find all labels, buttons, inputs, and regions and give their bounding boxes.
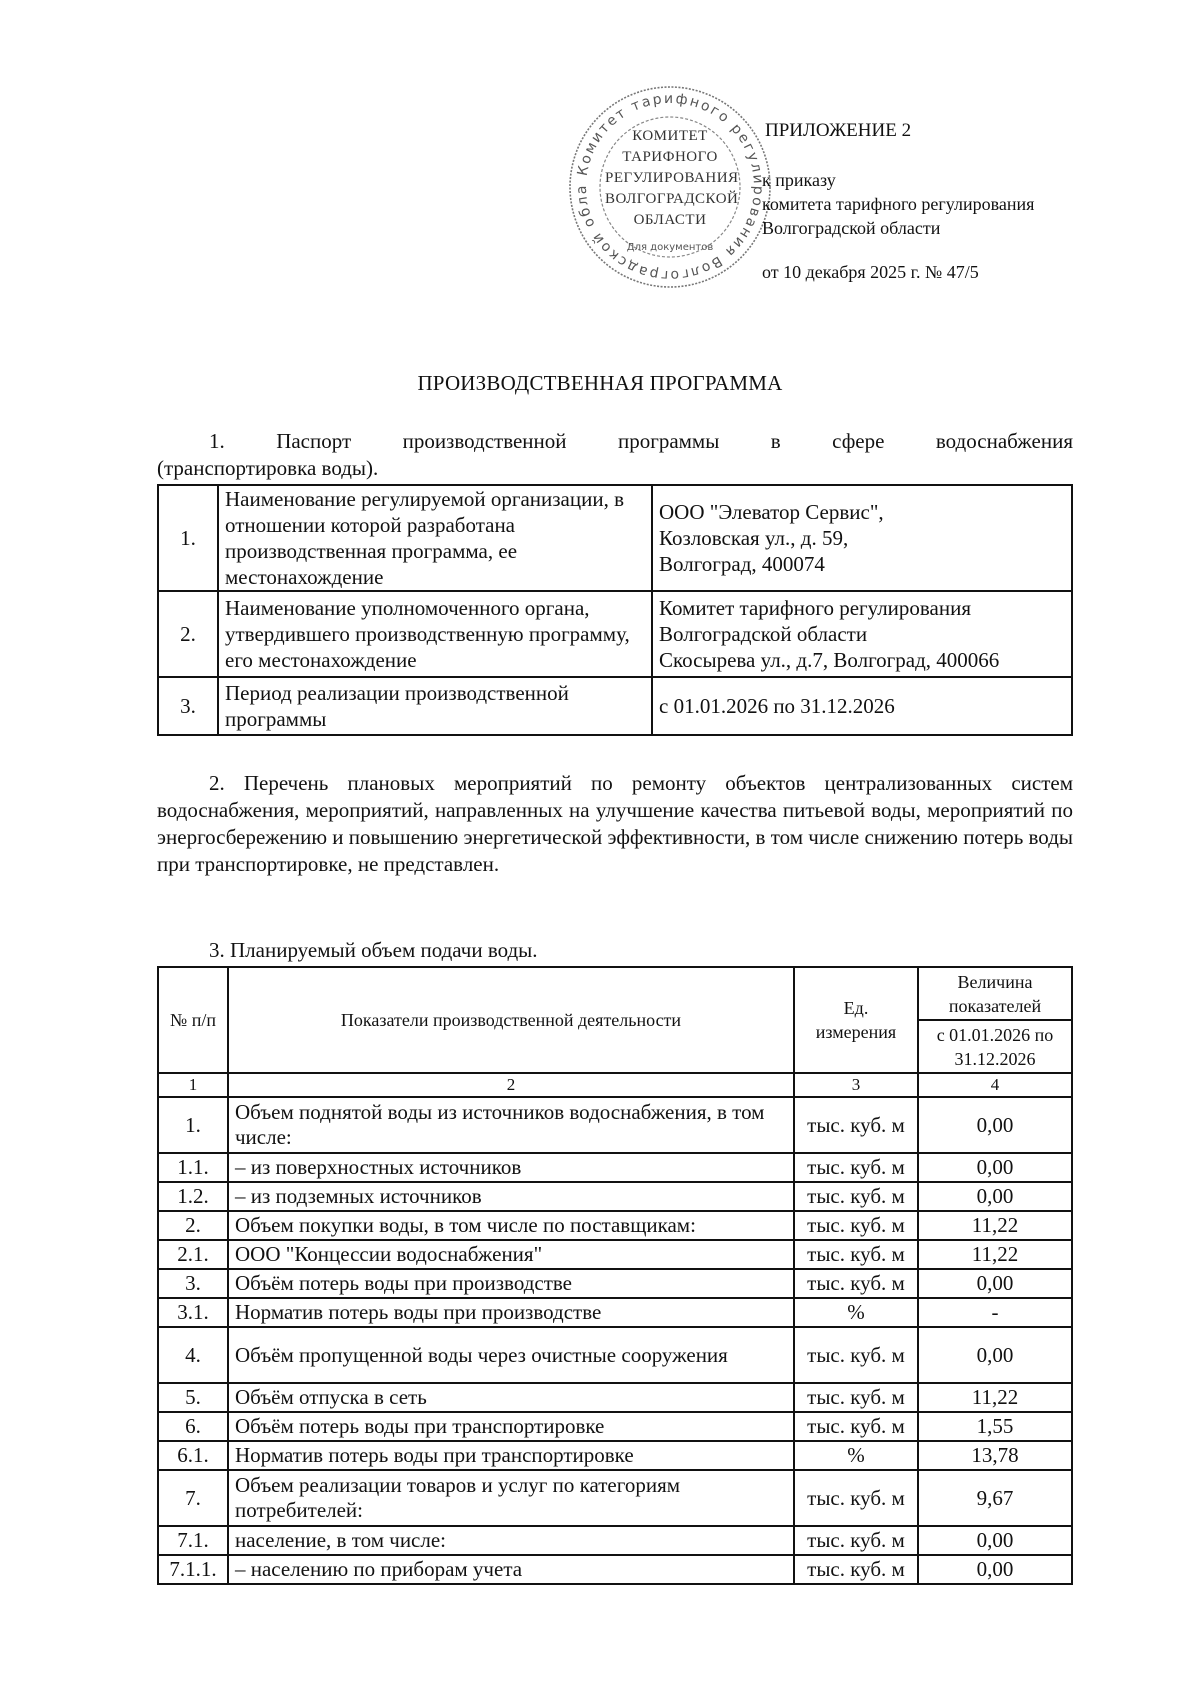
row-unit: тыс. куб. м — [794, 1526, 918, 1555]
table-row — [158, 1470, 1072, 1526]
row-unit: тыс. куб. м — [794, 1182, 918, 1211]
table-row — [158, 1298, 1072, 1327]
table-row — [158, 1211, 1072, 1240]
row-name: Наименование уполномоченного органа, утвердившего производственную программу, его местонахождение — [218, 591, 652, 677]
official-stamp — [565, 82, 775, 292]
row-unit: тыс. куб. м — [794, 1211, 918, 1240]
table-row — [158, 677, 1072, 735]
row-number: 2. — [158, 1211, 228, 1240]
header-value-top: Величина показателей — [918, 967, 1072, 1020]
row-number: 2. — [158, 591, 218, 677]
stamp-line: ТАРИФНОГО — [622, 149, 718, 165]
order-reference — [762, 168, 1034, 240]
row-unit: % — [794, 1298, 918, 1327]
row-value: 1,55 — [918, 1412, 1072, 1441]
header-num: № п/п — [158, 967, 228, 1073]
stamp-inner-text — [605, 126, 739, 231]
row-value: 11,22 — [918, 1383, 1072, 1412]
order-date: от 10 декабря 2025 г. № 47/5 — [762, 262, 979, 282]
row-value: 9,67 — [918, 1470, 1072, 1526]
value-line: Козловская ул., д. 59, — [659, 526, 849, 550]
row-value: 13,78 — [918, 1441, 1072, 1470]
row-number: 3. — [158, 677, 218, 735]
table-row — [158, 1153, 1072, 1182]
row-value — [652, 591, 1072, 677]
row-value: - — [918, 1298, 1072, 1327]
row-unit: тыс. куб. м — [794, 1269, 918, 1298]
value-line: ООО "Элеватор Сервис", — [659, 500, 884, 524]
index-cell: 3 — [794, 1073, 918, 1097]
row-unit: тыс. куб. м — [794, 1555, 918, 1584]
row-number: 7.1.1. — [158, 1555, 228, 1584]
row-unit: тыс. куб. м — [794, 1383, 918, 1412]
row-value: 0,00 — [918, 1097, 1072, 1153]
row-indicator: Объём пропущенной воды через очистные сооружения — [228, 1327, 794, 1383]
value-line: с 01.01.2026 по 31.12.2026 — [659, 694, 895, 718]
table-row — [158, 1327, 1072, 1383]
row-indicator: Норматив потерь воды при транспортировке — [228, 1441, 794, 1470]
svg-text:Для документов: Для документов — [626, 242, 714, 253]
table-row — [158, 1412, 1072, 1441]
row-indicator: население, в том числе: — [228, 1526, 794, 1555]
row-indicator: – из поверхностных источников — [228, 1153, 794, 1182]
table-row — [158, 485, 1072, 591]
header-indicator: Показатели производственной деятельности — [228, 967, 794, 1073]
order-line: Волгоградской области — [762, 218, 941, 238]
row-indicator: Объем поднятой воды из источников водоснабжения, в том числе: — [228, 1097, 794, 1153]
table-body — [158, 1097, 1072, 1584]
index-cell: 1 — [158, 1073, 228, 1097]
row-name: Наименование регулируемой организации, в отношении которой разработана производственная программа, ее местонахождение — [218, 485, 652, 591]
header-unit-text: Ед. измерения — [815, 998, 897, 1042]
row-number: 7. — [158, 1470, 228, 1526]
row-number: 2.1. — [158, 1240, 228, 1269]
row-value — [652, 485, 1072, 591]
row-value: 0,00 — [918, 1327, 1072, 1383]
row-value: 0,00 — [918, 1269, 1072, 1298]
index-cell: 2 — [228, 1073, 794, 1097]
row-indicator: Объём потерь воды при производстве — [228, 1269, 794, 1298]
row-indicator: Объём потерь воды при транспортировке — [228, 1412, 794, 1441]
value-line: Скосырева ул., д.7, Волгоград, 400066 — [659, 648, 1000, 672]
row-unit: тыс. куб. м — [794, 1153, 918, 1182]
row-value: 0,00 — [918, 1526, 1072, 1555]
row-number: 1.1. — [158, 1153, 228, 1182]
header-unit — [794, 967, 918, 1073]
row-number: 5. — [158, 1383, 228, 1412]
table-row — [158, 1555, 1072, 1584]
stamp-line: ВОЛГОГРАДСКОЙ — [605, 191, 739, 207]
row-value: 0,00 — [918, 1182, 1072, 1211]
row-indicator: – из подземных источников — [228, 1182, 794, 1211]
stamp-line: ОБЛАСТИ — [633, 212, 707, 228]
section3-heading: 3. Планируемый объем подачи воды. — [209, 938, 538, 962]
table-row — [158, 1182, 1072, 1211]
row-number: 3. — [158, 1269, 228, 1298]
row-unit: тыс. куб. м — [794, 1327, 918, 1383]
row-unit: тыс. куб. м — [794, 1470, 918, 1526]
row-number: 1. — [158, 1097, 228, 1153]
row-unit: % — [794, 1441, 918, 1470]
row-indicator: – населению по приборам учета — [228, 1555, 794, 1584]
table-row — [158, 1526, 1072, 1555]
row-number: 1.2. — [158, 1182, 228, 1211]
row-name: Период реализации производственной программы — [218, 677, 652, 735]
table-row — [158, 591, 1072, 677]
value-line: Комитет тарифного регулирования — [659, 596, 972, 620]
table-header-row — [158, 967, 1072, 1020]
section1-line1: 1. Паспорт производственной программы в сфере водоснабжения — [209, 429, 1073, 453]
row-unit: тыс. куб. м — [794, 1412, 918, 1441]
row-number: 4. — [158, 1327, 228, 1383]
table-row — [158, 1269, 1072, 1298]
svg-text:Комитет тарифного регулировани: Комитет тарифного регулирования Волгоградской обла — [573, 90, 767, 284]
row-value: 11,22 — [918, 1211, 1072, 1240]
row-number: 3.1. — [158, 1298, 228, 1327]
row-number: 6.1. — [158, 1441, 228, 1470]
table-row — [158, 1097, 1072, 1153]
document-title: ПРОИЗВОДСТВЕННАЯ ПРОГРАММА — [417, 371, 783, 395]
section1-heading — [157, 428, 1073, 482]
passport-table — [157, 484, 1073, 736]
row-indicator: Объём отпуска в сеть — [228, 1383, 794, 1412]
row-indicator: Объем покупки воды, в том числе по поставщикам: — [228, 1211, 794, 1240]
order-line: комитета тарифного регулирования — [762, 194, 1035, 214]
water-supply-table — [157, 966, 1073, 1585]
row-indicator: Норматив потерь воды при производстве — [228, 1298, 794, 1327]
row-value — [652, 677, 1072, 735]
appendix-label: ПРИЛОЖЕНИЕ 2 — [765, 120, 912, 141]
order-line: к приказу — [762, 170, 836, 190]
stamp-line: КОМИТЕТ — [632, 128, 708, 144]
table-row — [158, 1441, 1072, 1470]
row-value: 0,00 — [918, 1555, 1072, 1584]
value-line: Волгоград, 400074 — [659, 552, 825, 576]
header-value-period: с 01.01.2026 по 31.12.2026 — [918, 1020, 1072, 1073]
row-value: 0,00 — [918, 1153, 1072, 1182]
row-indicator: Объем реализации товаров и услуг по категориям потребителей: — [228, 1470, 794, 1526]
row-indicator: ООО "Концессии водоснабжения" — [228, 1240, 794, 1269]
section1-line2: (транспортировка воды). — [157, 456, 379, 480]
table-row — [158, 1240, 1072, 1269]
stamp-line: РЕГУЛИРОВАНИЯ — [605, 170, 739, 186]
row-number: 1. — [158, 485, 218, 591]
table-index-row — [158, 1073, 1072, 1097]
index-cell: 4 — [918, 1073, 1072, 1097]
table-row — [158, 1383, 1072, 1412]
row-value: 11,22 — [918, 1240, 1072, 1269]
row-number: 6. — [158, 1412, 228, 1441]
row-number: 7.1. — [158, 1526, 228, 1555]
row-unit: тыс. куб. м — [794, 1240, 918, 1269]
section2-text: 2. Перечень плановых мероприятий по ремонту объектов централизованных систем водоснабжения, мероприятий, направленных на улучшение качества питьевой воды, мероприятий по энергосбережению и повышению энергетической эффективности, в том числе снижению потерь воды при транспортировке, не представлен. — [157, 771, 1073, 876]
value-line: Волгоградской области — [659, 622, 868, 646]
row-unit: тыс. куб. м — [794, 1097, 918, 1153]
